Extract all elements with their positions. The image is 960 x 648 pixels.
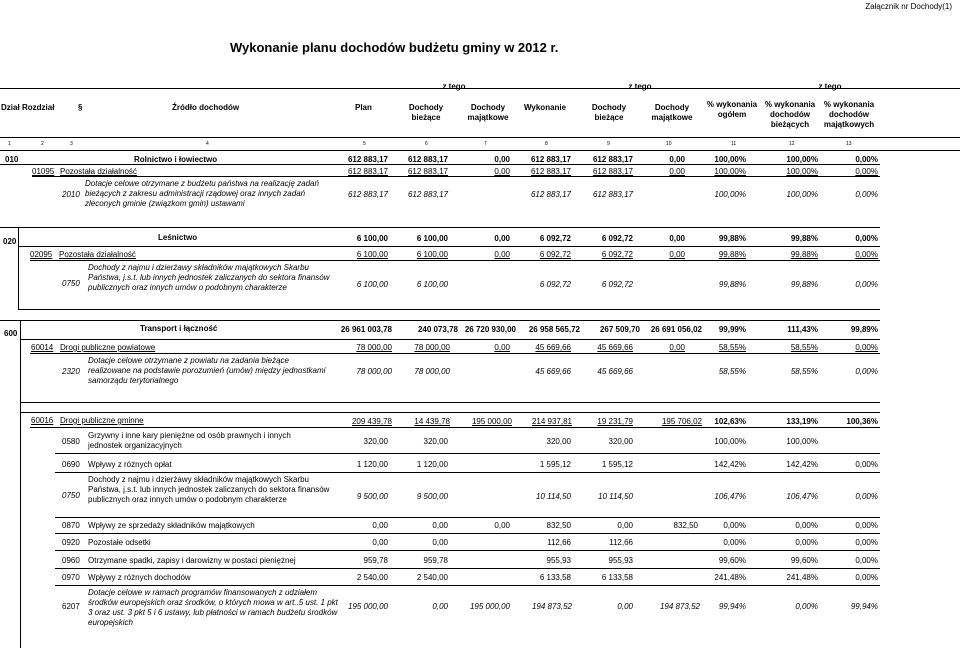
col-zrodlo: Źródło dochodów xyxy=(172,103,240,112)
col-proc-ogolem: % wykonania ogółem xyxy=(706,100,758,119)
value: 0,00% xyxy=(855,367,878,376)
rozdzial-code: 60016 xyxy=(31,416,54,425)
section-name: Rolnictwo i łowiectwo xyxy=(134,155,218,164)
value: 0,00 xyxy=(372,538,388,547)
section-name: Transport i łączność xyxy=(140,324,218,333)
paragraf-name: Dotacje celowe otrzymane z powiatu na zadania bieżące realizowane na podstawie porozumień (umów) między jednostkami samorządu terytorialnego xyxy=(88,356,326,385)
value: 58,55% xyxy=(790,367,818,376)
col-wykonanie: Wykonanie xyxy=(524,103,567,112)
rozdzial-name: Pozostała działalność xyxy=(60,167,137,176)
value: 19 231,79 xyxy=(597,417,633,426)
col-dochody-majatkowe-2: Dochody majątkowe xyxy=(651,103,693,122)
value: 0,00 xyxy=(494,167,510,176)
col-num: 4 xyxy=(206,141,209,147)
value: 0,00 xyxy=(669,167,685,176)
value: 195 000,00 xyxy=(471,417,512,426)
value: 45 669,66 xyxy=(597,343,633,352)
value-proc-majatkowych: 0,00% xyxy=(855,155,878,164)
value: 612 883,17 xyxy=(592,167,633,176)
value: 0,00 xyxy=(494,234,510,243)
value: 0,00% xyxy=(855,250,878,259)
value: 320,00 xyxy=(423,437,448,446)
row-line xyxy=(20,402,880,403)
value-wykonanie: 612 883,17 xyxy=(530,155,571,164)
value: 100,00% xyxy=(714,437,746,446)
value: 26 691 056,02 xyxy=(650,325,702,334)
value: 112,66 xyxy=(547,538,571,547)
value: 6 133,58 xyxy=(539,573,571,582)
value: 26 720 930,00 xyxy=(464,325,516,334)
rozdzial-name: Drogi publiczne powiatowe xyxy=(60,343,156,352)
value: 1 120,00 xyxy=(356,460,388,469)
value: 0,00 xyxy=(432,602,448,611)
value: 45 669,66 xyxy=(535,343,571,352)
row-line xyxy=(55,550,880,551)
value: 99,88% xyxy=(790,234,818,243)
col-dochody-biezace-2: Dochody bieżące xyxy=(591,103,627,122)
value: 100,00% xyxy=(714,167,746,176)
value-wyk-majatkowe: 0,00 xyxy=(669,155,685,164)
row-line xyxy=(30,260,880,261)
value: 0,00 xyxy=(494,250,510,259)
col-dzial: Dział xyxy=(1,103,20,112)
value: 2 540,00 xyxy=(356,573,388,582)
rozdzial-name: Pozostała działalność xyxy=(59,250,136,259)
col-num: 8 xyxy=(545,141,548,147)
col-plan: Plan xyxy=(355,103,372,112)
value-proc-ogolem: 100,00% xyxy=(714,155,746,164)
col-num: 10 xyxy=(666,141,672,147)
value: 99,88% xyxy=(790,280,818,289)
value: 0,00 xyxy=(669,343,685,352)
col-num: 3 xyxy=(70,141,73,147)
value-proc-biezacych: 100,00% xyxy=(786,155,818,164)
value: 0,00 xyxy=(617,602,633,611)
value: 99,94% xyxy=(850,602,878,611)
value: 267 509,70 xyxy=(599,325,640,334)
value: 78 000,00 xyxy=(414,343,450,352)
col-proc-majatkowych: % wykonania dochodów majątkowych xyxy=(823,100,875,129)
value: 0,00 xyxy=(432,538,448,547)
value: 6 092,72 xyxy=(601,280,633,289)
row-line xyxy=(55,568,880,569)
value: 0,00 xyxy=(494,343,510,352)
rozdzial-code: 02095 xyxy=(30,250,53,259)
col-num: 7 xyxy=(484,141,487,147)
value: 194 873,52 xyxy=(531,602,572,611)
value: 612 883,17 xyxy=(530,167,571,176)
col-rozdzial: Rozdział xyxy=(22,103,55,112)
value: 0,00% xyxy=(855,190,878,199)
row-line xyxy=(0,164,880,165)
value: 78 000,00 xyxy=(356,367,392,376)
value: 9 500,00 xyxy=(356,492,388,501)
value: 612 883,17 xyxy=(530,190,571,199)
value: 99,60% xyxy=(790,556,818,565)
value: 0,00% xyxy=(795,521,818,530)
col-ztego-3: z tego xyxy=(818,82,842,91)
section-code: 010 xyxy=(5,155,19,164)
value: 99,88% xyxy=(790,250,818,259)
value: 0,00% xyxy=(855,573,878,582)
value: 14 439,78 xyxy=(414,417,450,426)
value: 241,48% xyxy=(714,573,746,582)
col-paragraf: § xyxy=(78,103,83,112)
value-plan: 612 883,17 xyxy=(347,155,388,164)
value: 612 883,17 xyxy=(347,167,388,176)
value: 195 000,00 xyxy=(469,602,510,611)
paragraf-name: Dochody z najmu i dzierżawy składników majątkowych Skarbu Państwa, j.s.t. lub innych jednostek zaliczanych do sektora finansów publicznych oraz innych umów o podobnym charakterze xyxy=(88,263,330,292)
value: 6 100,00 xyxy=(356,234,388,243)
value: 100,00% xyxy=(714,190,746,199)
value: 10 114,50 xyxy=(536,492,571,501)
rozdzial-code: 60014 xyxy=(31,343,54,352)
value: 959,78 xyxy=(423,556,448,565)
value: 2 540,00 xyxy=(416,573,448,582)
value: 0,00 xyxy=(372,521,388,530)
value: 6 133,58 xyxy=(601,573,633,582)
header-line xyxy=(0,137,960,138)
value: 99,88% xyxy=(718,234,746,243)
value: 78 000,00 xyxy=(356,343,392,352)
col-dochody-majatkowe: Dochody majątkowe xyxy=(467,103,509,122)
row-line xyxy=(0,227,880,228)
value: 1 595,12 xyxy=(601,460,633,469)
rozdzial-name: Drogi publiczne gminne xyxy=(60,416,144,425)
value: 58,55% xyxy=(718,367,746,376)
value: 6 092,72 xyxy=(539,280,571,289)
col-dochody-biezace: Dochody bieżące xyxy=(408,103,444,122)
value: 100,00% xyxy=(786,437,818,446)
value: 106,47% xyxy=(786,492,818,501)
rozdzial-code: 01095 xyxy=(32,167,55,176)
row-line xyxy=(55,472,880,473)
value-wyk-biezace: 612 883,17 xyxy=(592,155,633,164)
value: 142,42% xyxy=(714,460,746,469)
value: 106,47% xyxy=(714,492,746,501)
col-ztego-1: z tego xyxy=(442,82,466,91)
row-line xyxy=(18,246,880,247)
value: 612 883,17 xyxy=(592,190,633,199)
value: 26 958 565,72 xyxy=(528,325,580,334)
value: 0,00% xyxy=(723,521,746,530)
value: 102,63% xyxy=(714,417,746,426)
paragraf-name: Wpływy z różnych opłat xyxy=(88,460,172,469)
value: 0,00% xyxy=(855,521,878,530)
paragraf-code: 0690 xyxy=(62,460,80,469)
value: 111,43% xyxy=(787,325,818,334)
paragraf-name: Dotacje celowe w ramach programów finansowanych z udziałem środków europejskich oraz środków, o których mowa w art..5 ust. 1 pkt 3 oraz ust. 3 pkt 5 i 6 ustawy, lub płatności w ramach budżetu środków europejskich xyxy=(88,588,338,627)
value: 100,00% xyxy=(786,167,818,176)
col-num: 6 xyxy=(425,141,428,147)
value: 112,66 xyxy=(609,538,633,547)
value-plan-majatkowe: 0,00 xyxy=(494,155,510,164)
value: 26 961 003,78 xyxy=(340,325,392,334)
value: 0,00% xyxy=(855,167,878,176)
paragraf-name: Wpływy z różnych dochodów xyxy=(88,573,191,582)
value: 100,36% xyxy=(846,417,878,426)
value: 612 883,17 xyxy=(347,190,388,199)
row-line xyxy=(18,309,880,310)
value: 612 883,17 xyxy=(407,167,448,176)
value: 6 100,00 xyxy=(416,250,448,259)
value: 58,55% xyxy=(718,343,746,352)
value: 0,00% xyxy=(855,343,878,352)
col-line xyxy=(18,227,19,309)
value: 6 092,72 xyxy=(601,250,633,259)
col-proc-biezacych: % wykonania dochodów bieżących xyxy=(764,100,816,129)
value: 194 873,52 xyxy=(659,602,700,611)
value: 6 092,72 xyxy=(601,234,633,243)
value: 241,48% xyxy=(786,573,818,582)
value: 100,00% xyxy=(786,190,818,199)
row-line xyxy=(55,533,880,534)
col-ztego-2: z tego xyxy=(628,82,652,91)
value: 58,55% xyxy=(790,343,818,352)
row-line xyxy=(30,427,880,428)
value: 0,00 xyxy=(494,521,510,530)
section-name: Leśnictwo xyxy=(158,233,198,242)
col-num: 11 xyxy=(731,141,737,147)
paragraf-code: 0580 xyxy=(62,437,80,446)
value: 99,88% xyxy=(718,280,746,289)
col-num: 1 xyxy=(8,141,11,147)
value: 0,00% xyxy=(855,280,878,289)
value: 0,00% xyxy=(855,234,878,243)
value: 832,50 xyxy=(546,521,571,530)
value: 0,00% xyxy=(795,538,818,547)
value: 99,89% xyxy=(850,325,878,334)
value: 832,50 xyxy=(673,521,698,530)
value: 320,00 xyxy=(363,437,388,446)
value: 209 439,78 xyxy=(351,417,392,426)
value: 0,00% xyxy=(795,602,818,611)
col-num: 2 xyxy=(41,141,44,147)
paragraf-name: Pozostałe odsetki xyxy=(88,538,151,547)
paragraf-name: Otrzymane spadki, zapisy i darowizny w postaci pieniężnej xyxy=(88,556,296,565)
value: 195 000,00 xyxy=(347,602,388,611)
value: 10 114,50 xyxy=(598,492,633,501)
value: 0,00% xyxy=(723,538,746,547)
value: 6 100,00 xyxy=(416,280,448,289)
paragraf-name: Dochody z najmu i dzierżawy składników majątkowych Skarbu Państwa, j.s.t. lub innych jednostek zaliczanych do sektora finansów publicznych oraz innych umów o podobnym charakterze xyxy=(88,475,330,504)
value: 0,00 xyxy=(669,234,685,243)
value: 320,00 xyxy=(546,437,571,446)
row-line xyxy=(55,517,880,518)
paragraf-name: Dotacje celowe otrzymane z budżetu państwa na realizację zadań bieżących z zakresu administracji rządowej oraz innych zadań zleconych gminie (związkom gmin) ustawami xyxy=(85,179,319,208)
row-line xyxy=(55,453,880,454)
value: 1 120,00 xyxy=(416,460,448,469)
value: 99,99% xyxy=(718,325,746,334)
value: 612 883,17 xyxy=(407,190,448,199)
row-line xyxy=(55,585,880,586)
value: 0,00% xyxy=(855,460,878,469)
value: 0,00% xyxy=(855,556,878,565)
value: 0,00% xyxy=(855,538,878,547)
paragraf-code: 0920 xyxy=(62,538,80,547)
value: 955,93 xyxy=(546,556,571,565)
col-num: 5 xyxy=(363,141,366,147)
value: 99,88% xyxy=(718,250,746,259)
value: 9 500,00 xyxy=(416,492,448,501)
row-line xyxy=(30,353,880,354)
section-code: 600 xyxy=(4,329,18,338)
paragraf-code: 0960 xyxy=(62,556,80,565)
value: 0,00% xyxy=(855,492,878,501)
value: 0,00 xyxy=(617,521,633,530)
attachment-label: Załącznik nr Dochody(1) xyxy=(865,2,952,11)
header-line xyxy=(0,150,960,151)
paragraf-code: 0750 xyxy=(62,279,80,288)
paragraf-code: 6207 xyxy=(62,602,80,611)
value: 6 100,00 xyxy=(356,250,388,259)
paragraf-code: 2320 xyxy=(62,367,80,376)
paragraf-code: 0970 xyxy=(62,573,80,582)
col-num: 13 xyxy=(846,141,852,147)
paragraf-name: Wpływy ze sprzedaży składników majątkowych xyxy=(88,521,255,530)
section-code: 020 xyxy=(3,237,17,246)
paragraf-code: 0750 xyxy=(62,491,80,500)
value: 0,00 xyxy=(669,250,685,259)
value: 6 092,72 xyxy=(539,234,571,243)
row-line xyxy=(32,176,880,177)
value: 0,00 xyxy=(432,521,448,530)
value: 214 937,81 xyxy=(531,417,572,426)
col-line xyxy=(20,320,21,648)
col-num: 9 xyxy=(607,141,610,147)
row-line xyxy=(0,320,880,321)
value: 78 000,00 xyxy=(414,367,450,376)
value: 240 073,78 xyxy=(417,325,458,334)
value: 6 100,00 xyxy=(416,234,448,243)
paragraf-name: Grzywny i inne kary pieniężne od osób prawnych i innych jednostek organizacyjnych xyxy=(88,431,291,450)
value: 955,93 xyxy=(608,556,633,565)
value: 45 669,66 xyxy=(597,367,633,376)
value: 320,00 xyxy=(608,437,633,446)
paragraf-code: 2010 xyxy=(62,190,80,199)
row-line xyxy=(20,339,880,340)
paragraf-code: 0870 xyxy=(62,521,80,530)
col-num: 12 xyxy=(789,141,795,147)
value: 133,19% xyxy=(786,417,818,426)
page-title: Wykonanie planu dochodów budżetu gminy w 2012 r. xyxy=(230,40,559,55)
value: 99,60% xyxy=(718,556,746,565)
value: 45 669,66 xyxy=(535,367,571,376)
value: 959,78 xyxy=(363,556,388,565)
value: 1 595,12 xyxy=(539,460,571,469)
row-line xyxy=(20,412,880,413)
value: 6 092,72 xyxy=(539,250,571,259)
value: 6 100,00 xyxy=(356,280,388,289)
value: 99,94% xyxy=(718,602,746,611)
value: 142,42% xyxy=(786,460,818,469)
value: 195 706,02 xyxy=(661,417,702,426)
value-plan-biezace: 612 883,17 xyxy=(407,155,448,164)
